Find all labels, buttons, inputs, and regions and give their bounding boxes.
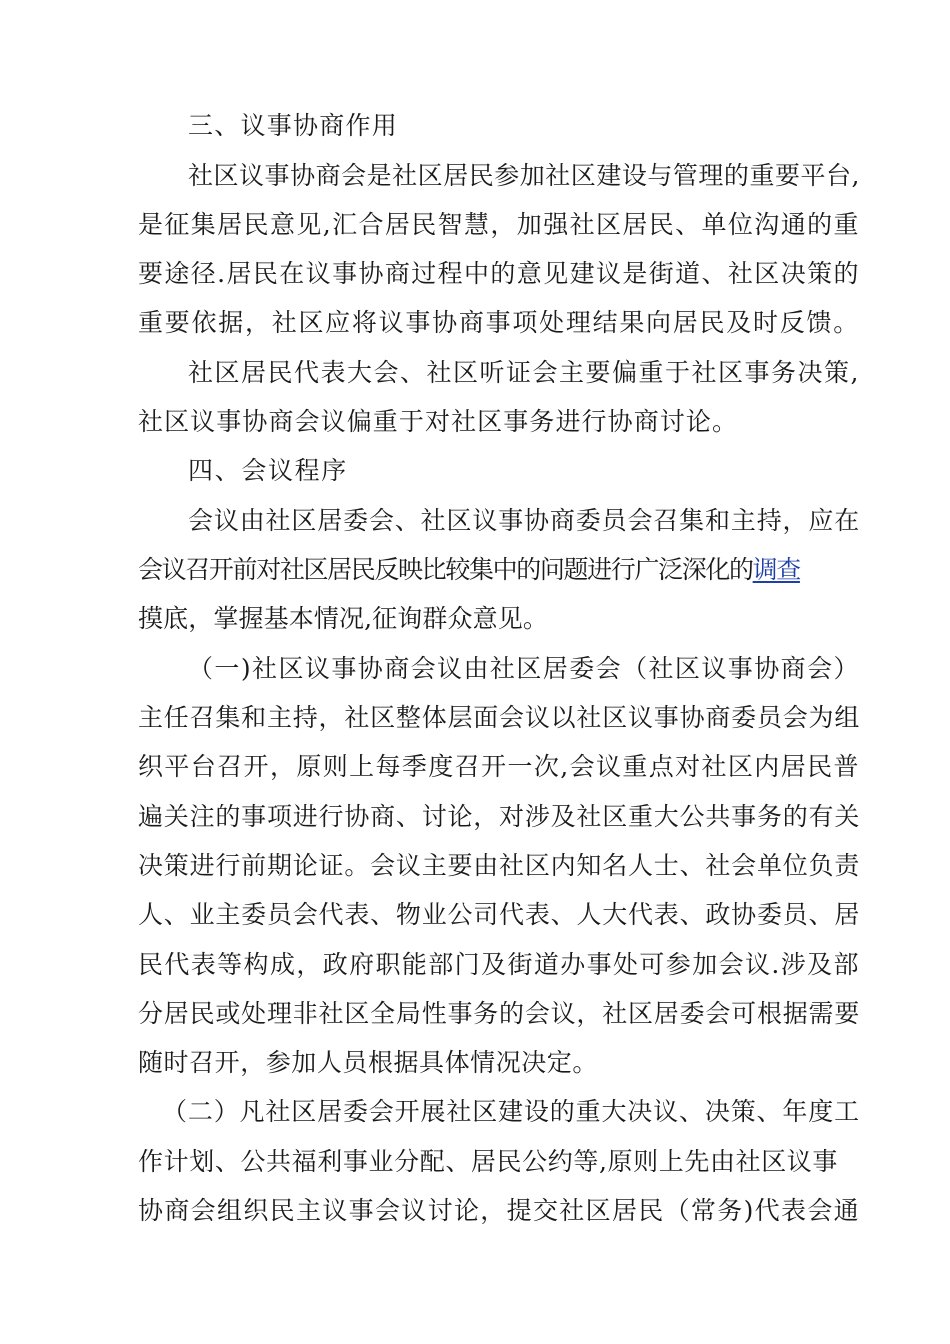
paragraph-line: （二）凡社区居委会开展社区建设的重大决议、决策、年度工 [162, 1097, 860, 1126]
paragraph-line: 随时召开，参加人员根据具体情况决定。 [138, 1048, 598, 1077]
paragraph-line: 摸底，掌握基本情况,征询群众意见。 [138, 604, 548, 633]
paragraph-line: 分居民或处理非社区全局性事务的会议，社区居委会可根据需要 [138, 999, 861, 1028]
paragraph-line: 决策进行前期论证。会议主要由社区内知名人士、社会单位负责 [138, 851, 861, 880]
survey-link[interactable]: 调查 [752, 555, 800, 584]
paragraph-line: 人、业主委员会代表、物业公司代表、人大代表、政协委员、居 [138, 900, 861, 929]
paragraph-line: 协商会组织民主议事会议讨论，提交社区居民（常务)代表会通 [138, 1196, 860, 1225]
paragraph-line [138, 555, 800, 585]
paragraph-line: 重要依据，社区应将议事协商事项处理结果向居民及时反馈。 [138, 308, 860, 337]
paragraph-line: 社区议事协商会议偏重于对社区事务进行协商讨论。 [138, 407, 739, 436]
paragraph-line: 要途径.居民在议事协商过程中的意见建议是街道、社区决策的 [138, 259, 860, 288]
paragraph-line: 社区居民代表大会、社区听证会主要偏重于社区事务决策, [188, 358, 860, 387]
paragraph-line: 是征集居民意见,汇合居民智慧，加强社区居民、单位沟通的重 [138, 210, 860, 239]
paragraph-line: 社区议事协商会是社区居民参加社区建设与管理的重要平台, [188, 161, 860, 190]
paragraph-line-text: 会议召开前对社区居民反映比较集中的问题进行广泛深化的 [138, 555, 753, 584]
paragraph-line: 作计划、公共福利事业分配、居民公约等,原则上先由社区议事 [138, 1147, 839, 1176]
paragraph-line: 织平台召开，原则上每季度召开一次,会议重点对社区内居民普 [138, 752, 860, 781]
paragraph-line: 遍关注的事项进行协商、讨论，对涉及社区重大公共事务的有关 [138, 802, 861, 831]
paragraph-line: 会议由社区居委会、社区议事协商委员会召集和主持，应在 [188, 506, 861, 535]
paragraph-line: 民代表等构成，政府职能部门及街道办事处可参加会议.涉及部 [138, 950, 860, 979]
heading-4-meeting-procedure: 四、会议程序 [188, 456, 348, 485]
paragraph-line: （一)社区议事协商会议由社区居委会（社区议事协商会） [188, 654, 860, 683]
paragraph-line: 主任召集和主持，社区整体层面会议以社区议事协商委员会为组 [138, 703, 861, 732]
heading-3-deliberation-role: 三、议事协商作用 [188, 111, 399, 140]
